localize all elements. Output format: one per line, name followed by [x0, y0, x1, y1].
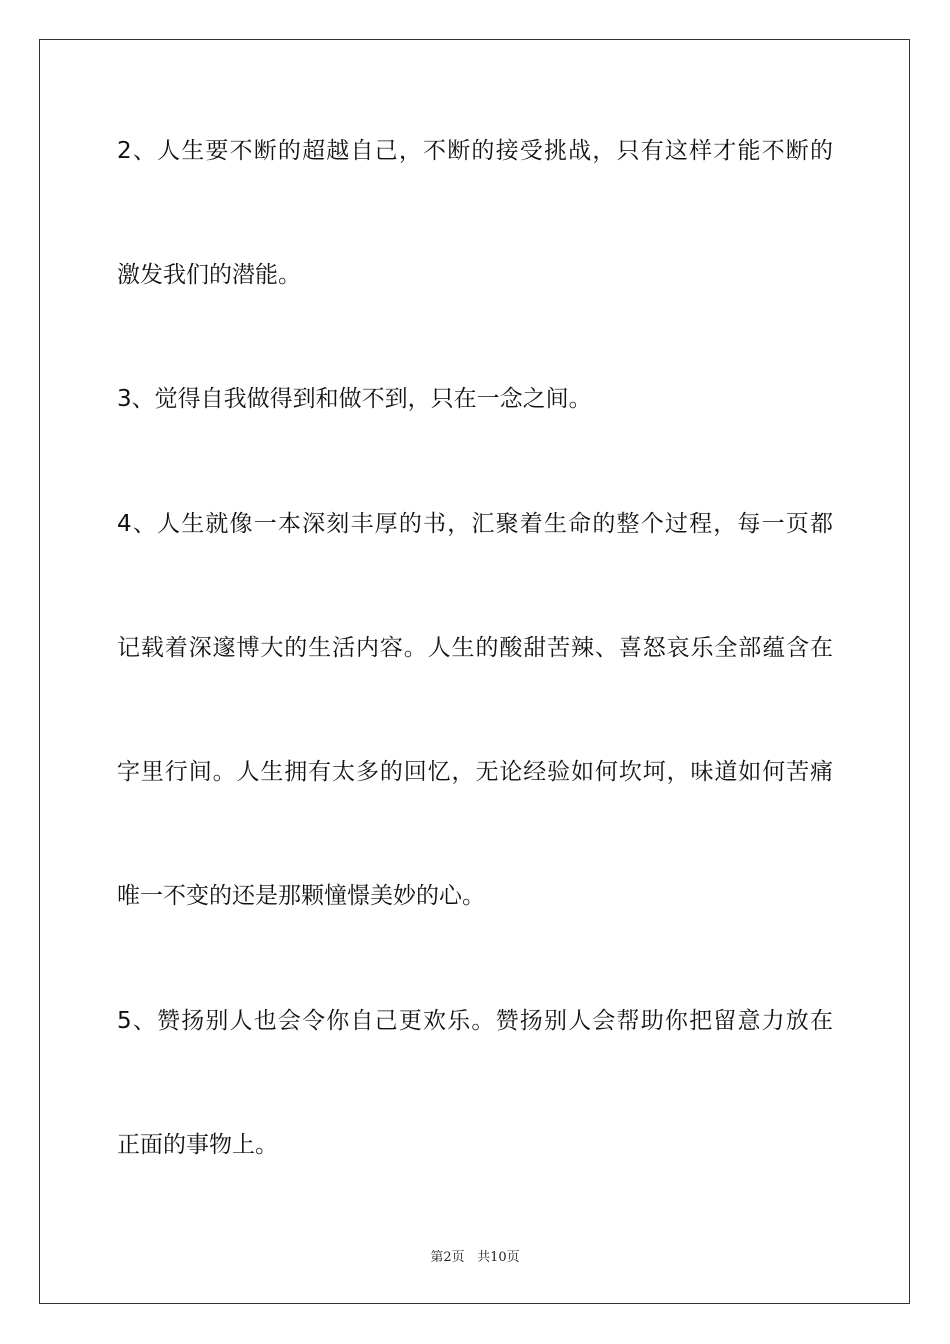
- text-line: 字里行间。人生拥有太多的回忆，无论经验如何坎坷，味道如何苦痛: [117, 759, 833, 785]
- text-line: 4、人生就像一本深刻丰厚的书，汇聚着生命的整个过程，每一页都: [117, 511, 833, 537]
- page-number: 第2页: [430, 1250, 465, 1265]
- text-line: 正面的事物上。: [117, 1132, 278, 1158]
- page-total: 共10页: [477, 1250, 520, 1265]
- text-line: 3、觉得自我做得到和做不到，只在一念之间。: [117, 386, 592, 412]
- page-footer: [0, 1246, 950, 1265]
- text-line: 5、赞扬别人也会令你自己更欢乐。赞扬别人会帮助你把留意力放在: [117, 1008, 833, 1034]
- page-border: [39, 39, 910, 1304]
- text-line: 激发我们的潜能。: [117, 262, 301, 288]
- text-line: 记载着深邃博大的生活内容。人生的酸甜苦辣、喜怒哀乐全部蕴含在: [117, 635, 833, 661]
- text-line: 唯一不变的还是那颗憧憬美妙的心。: [117, 883, 485, 909]
- text-line: 2、人生要不断的超越自己，不断的接受挑战，只有这样才能不断的: [117, 138, 833, 164]
